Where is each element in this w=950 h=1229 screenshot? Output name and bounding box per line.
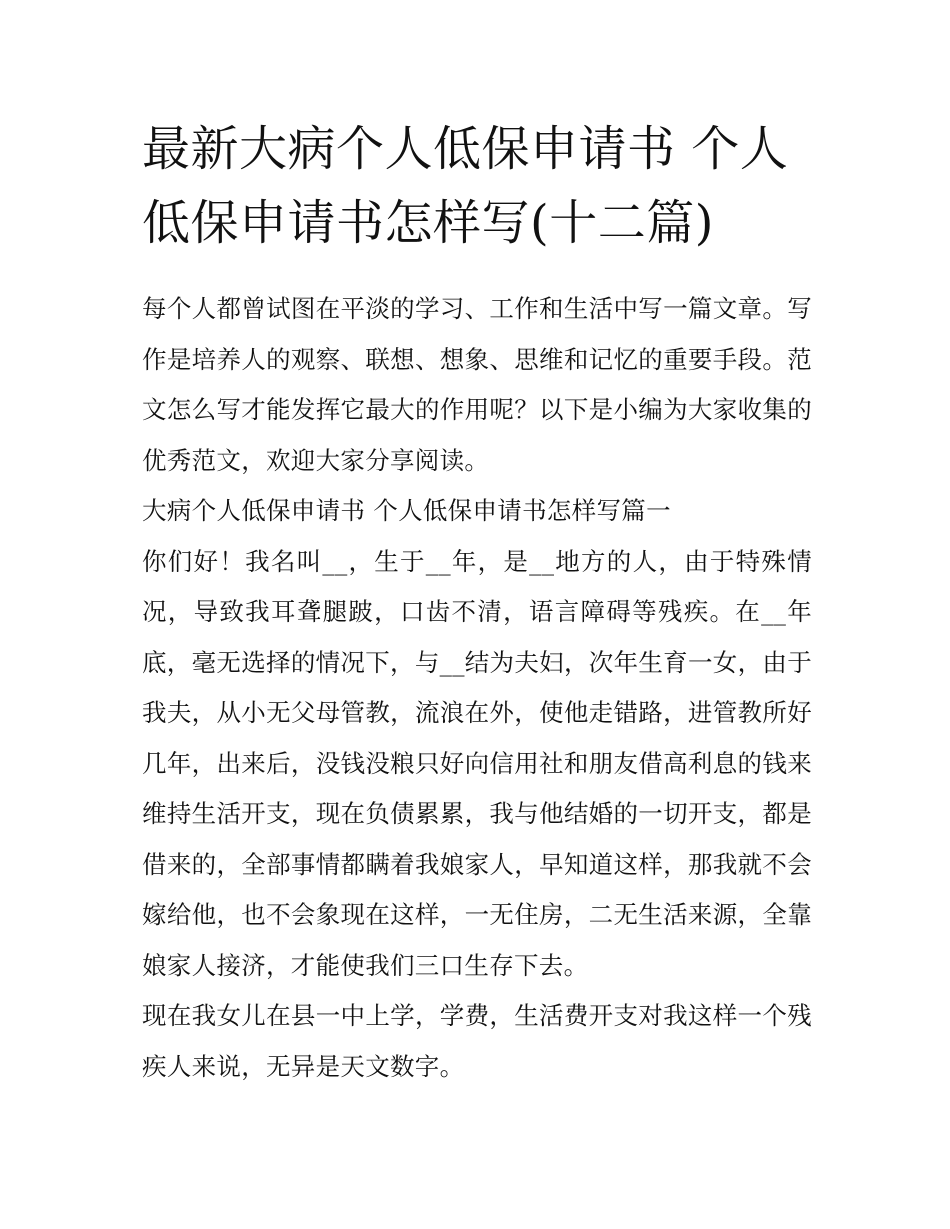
body-paragraph-2: 现在我女儿在县一中上学，学费，生活费开支对我这样一个残疾人来说，无异是天文数字。 [142, 1001, 812, 1081]
intro-paragraph: 每个人都曾试图在平淡的学习、工作和生活中写一篇文章。写作是培养人的观察、联想、想象、思维和记忆的重要手段。范文怎么写才能发挥它最大的作用呢？以下是小编为大家收集的优秀范文，欢迎大家分享阅读。 [142, 294, 812, 475]
document-title: 最新大病个人低保申请书 个人低保申请书怎样写(十二篇) [142, 121, 789, 251]
section-heading: 大病个人低保申请书 个人低保申请书怎样写篇一 [142, 496, 671, 525]
document-page [142, 112, 812, 1092]
body-paragraph-1: 你们好！我名叫__，生于__年，是__地方的人，由于特殊情况，导致我耳聋腿跛，口齿不清，语言障碍等残疾。在__年底，毫无选择的情况下，与__结为夫妇，次年生育一女，由于我夫，从小无父母管教，流浪在外，使他走错路，进管教所好几年，出来后，没钱没粮只好向信用社和朋友借高利息的钱来维持生活开支，现在负债累累，我与他结婚的一切开支，都是借来的，全部事情都瞒着我娘家人，早知道这样，那我就不会嫁给他，也不会象现在这样，一无住房，二无生活来源，全靠娘家人接济，才能使我们三口生存下去。 [142, 546, 812, 980]
